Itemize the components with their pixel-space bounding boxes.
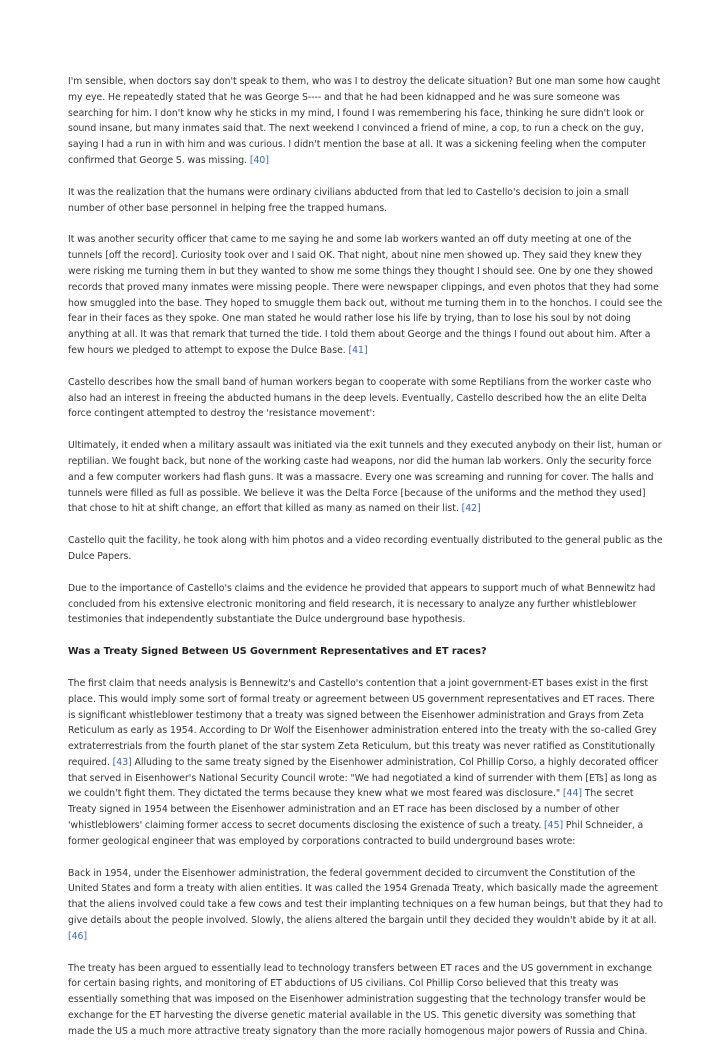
paragraph-5: Ultimately, it ended when a military assault was initiated via the exit tunnels and they executed anybody on their list, human or reptilian. We fought back, but none of the working caste had weapons, nor did the human lab workers. Only the security force and a few computer workers had flash guns. It was a massacre. Every one was screaming and running for cover. The halls and tunnels were filled as full as possible. We believe it was the Delta Force [because of the uniforms and the method they used] that chose to hit at shift change, an effort that killed as many as named on their list. [42] xyxy=(68,440,662,515)
document-page xyxy=(68,74,664,1056)
footnote-link-46[interactable]: [46] xyxy=(68,930,88,942)
paragraph-2: It was the realization that the humans were ordinary civilians abducted from that led to Castello's decision to join a small number of other base personnel in helping free the trapped humans. xyxy=(68,186,630,214)
paragraph-8: The first claim that needs analysis is Bennewitz's and Castello's contention that a joint government-ET bases exist in the first place. This would imply some sort of formal treaty or agreement between US government representatives and ET races. There is significant whistleblower testimony that a treaty was signed between the Eisenhower administration and Grays from Zeta Reticulum as early as 1954. According to Dr Wolf the Eisenhower administration entered into the treaty with the so-called Grey extraterrestrials from the fourth planet of the star system Zeta Reticulum, but this treaty was never ratified as Constitutionally required. [43] Alluding to the same treaty signed by the Eisenhower administration, Col Phillip Corso, a highly decorated officer that served in Eisenhower's National Security Council wrote: "We had negotiated a kind of surrender with them [ETs] as long as we couldn't fight them. They dictated the terms because they knew what we most feared was disclosure." [44] The secret Treaty signed in 1954 between the Eisenhower administration and an ET race has been disclosed by a number of other 'whistleblowers' claiming former access to secret documents disclosing the existence of such a treaty. [45] Phil Schneider, a former geological engineer that was employed by corporations contracted to build underground bases wrote: xyxy=(68,677,659,847)
section-heading: Was a Treaty Signed Between US Government Representatives and ET races? xyxy=(68,646,487,658)
paragraph-9: Back in 1954, under the Eisenhower administration, the federal government decided to circumvent the Constitution of the United States and form a treaty with alien entities. It was called the 1954 Grenada Treaty, which basically made the agreement that the aliens involved could take a few cows and test their implanting techniques on a few human beings, but that they had to give details about the people involved. Slowly, the aliens altered the bargain until they decided they wouldn't abide by it at all. [46] xyxy=(68,867,663,942)
footnote-link-41[interactable]: [41] xyxy=(348,344,368,356)
paragraph-10: The treaty has been argued to essentially lead to technology transfers between ET races and the US government in exchange for certain basing rights, and monitoring of ET abductions of US civilians. Col Phillip Corso believed that this treaty was essentially something that was imposed on the Eisenhower administration suggesting that the technology transfer would be exchange for the ET harvesting the diverse genetic material available in the US. This genetic diversity was something that made the US a much more attractive treaty signatory than the more racially homogenous major powers of Russia and China. xyxy=(68,962,652,1037)
footnote-link-45[interactable]: [45] xyxy=(544,820,564,832)
footnote-link-42[interactable]: [42] xyxy=(461,503,481,515)
paragraph-3: It was another security officer that came to me saying he and some lab workers wanted an off duty meeting at one of the tunnels [off the record]. Curiosity took over and I said OK. That night, about nine men showed up. They said they knew they were risking me turning them in but they wanted to show me some things they thought I should see. One by one they showed records that proved many inmates were missing people. There were newspaper clippings, and even photos that they had some how smuggled into the base. They hoped to smuggle them back out, without me turning them in to the honchos. I could see the fear in their faces as they spoke. One man stated he would rather lose his life by trying, than to lose his soul by not doing anything at all. It was that remark that turned the tide. I told them about George and the things I found out about him. After a few hours we pledged to attempt to expose the Dulce Base. [41] xyxy=(68,234,663,356)
footnote-link-43[interactable]: [43] xyxy=(112,756,132,768)
paragraph-6: Castello quit the facility, he took along with him photos and a video recording eventually distributed to the general public as the Dulce Papers. xyxy=(68,535,663,562)
paragraph-1: I'm sensible, when doctors say don't speak to them, who was I to destroy the delicate situation? But one man some how caught my eye. He repeatedly stated that he was George S---- and that he had been kidnapped and he was sure someone was searching for him. I don't know why he sticks in my mind, I found I was remembering his face, thinking he sure didn't look or sound insane, but many inmates said that. The next weekend I convinced a friend of mine, a cop, to run a check on the guy, saying I had a run in with him and was curious. I didn't mention the base at all. It was a sickening feeling when the computer confirmed that George S. was missing. [40] xyxy=(68,76,661,166)
paragraph-7: Due to the importance of Castello's claims and the evidence he provided that appears to support much of what Bennewitz had concluded from his extensive electronic monitoring and field research, it is necessary to analyze any further whistleblower testimonies that independently substantiate the Dulce underground base hypothesis. xyxy=(68,582,656,626)
footnote-link-40[interactable]: [40] xyxy=(249,154,269,166)
footnote-link-44[interactable]: [44] xyxy=(562,788,582,800)
paragraph-4: Castello describes how the small band of human workers began to cooperate with some Reptilians from the worker caste who also had an interest in freeing the abducted humans in the deep levels. Eventually, Castello described how the an elite Delta force contingent attempted to destroy the 'resistance movement': xyxy=(68,376,652,420)
